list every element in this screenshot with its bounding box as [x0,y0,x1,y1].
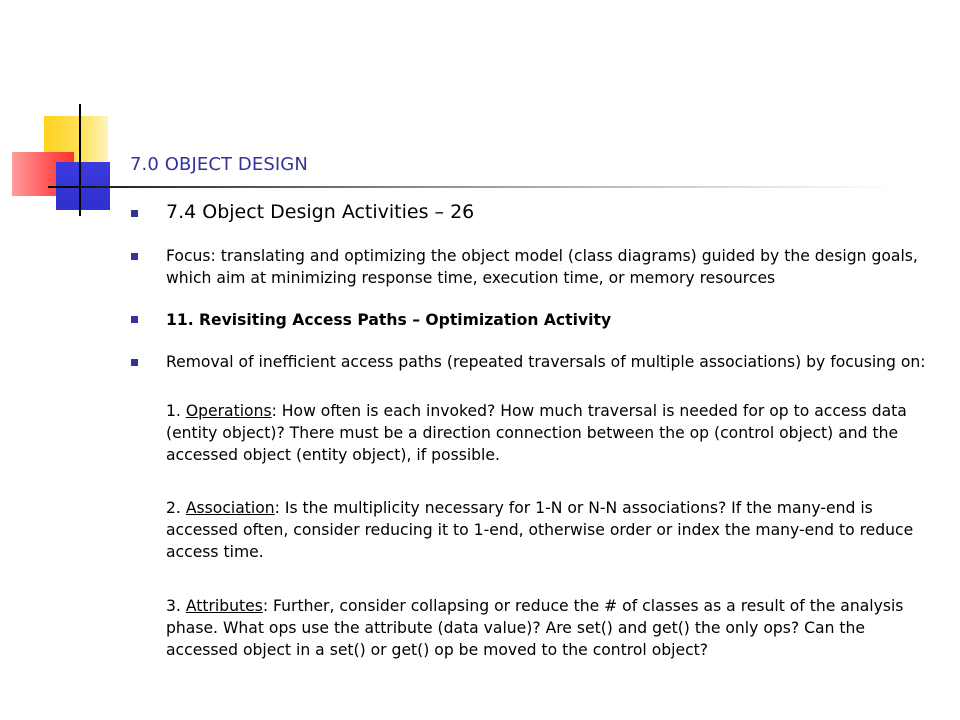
item-number: 3. [166,597,181,615]
item-text: : Is the multiplicity necessary for 1-N or N-N associations? If the many-end is accessed often, consider reducing it to 1-end, otherwise order or index the many-end to reduce access time. [166,499,914,561]
bullet-subtitle: 7.4 Object Design Activities – 26 [166,201,475,223]
bullet-removal: Removal of inefficient access paths (repeated traversals of multiple associations) by focusing on: [166,353,926,371]
item-text: : Further, consider collapsing or reduce the # of classes as a result of the analysis phase. What ops use the attribute (data value)? Are set() and get() the only ops? Can the accessed object in a set() or get() op be moved to the control object? [166,597,904,659]
bullet-activity-heading: 11. Revisiting Access Paths – Optimization Activity [166,311,612,329]
item-attributes [166,595,936,661]
item-term: Attributes [185,597,263,615]
item-text: : How often is each invoked? How much traversal is needed for op to access data (entity object)? There must be a direction connection between the op (control object) and the accessed object (entity object), if possible. [166,402,907,464]
item-term: Operations [185,402,272,420]
title-underline [48,186,896,188]
decor-vertical-line [79,104,81,216]
item-number: 2. [166,499,181,517]
item-operations [166,400,936,466]
bullet-focus: Focus: translating and optimizing the object model (class diagrams) guided by the design goals, which aim at minimizing response time, execution time, or memory resources [166,247,918,287]
item-term: Association [185,499,275,517]
bullet-marker [131,253,138,260]
bullet-marker [131,316,138,323]
bullet-marker [131,210,138,217]
bullet-marker [131,359,138,366]
item-association [166,497,936,563]
item-number: 1. [166,402,181,420]
slide-title: 7.0 OBJECT DESIGN [130,154,308,175]
